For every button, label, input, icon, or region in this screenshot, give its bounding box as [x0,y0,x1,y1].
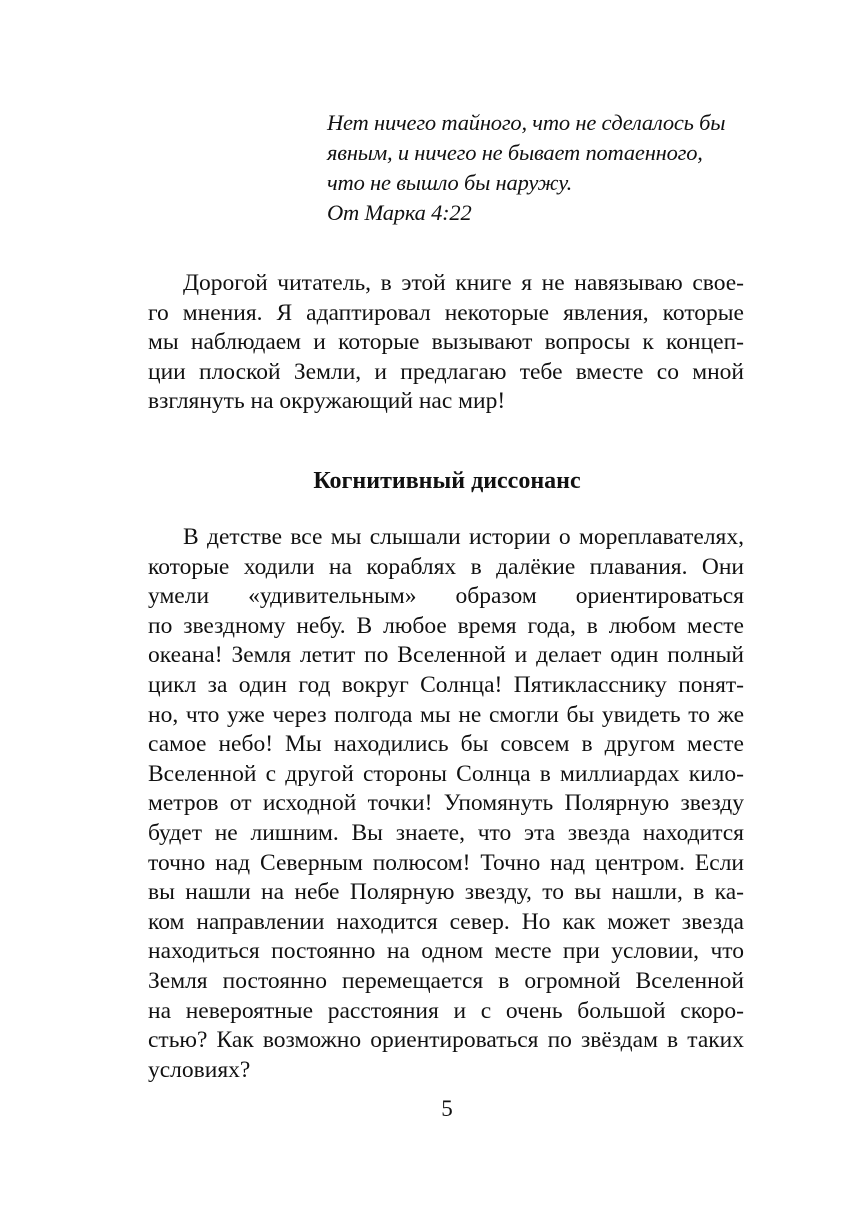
epigraph-line: Нет ничего тайного, что не сделалось бы [327,110,726,135]
text-line: ком направлении находится север. Но как может звезда [148,908,744,935]
text-line: Земля постоянно перемещается в огромной Вселенной [148,967,744,994]
text-line: стью? Как возможно ориентироваться по звёздам в таких [148,1027,744,1054]
text-line: умели «удивительным» образом ориентироваться [148,583,744,610]
text-line: но, что уже через полгода мы не смогли бы увидеть то же [148,701,744,728]
text-line: го мнения. Я адаптировал некоторые явления, которые [148,299,744,326]
section-title: Когнитивный диссонанс [313,468,581,494]
text-line: на невероятные расстояния и с очень большой скоро- [148,997,744,1024]
text-line: будет не лишним. Вы знаете, что эта звезда находится [148,819,744,846]
text-line: по звездному небу. В любое время года, в любом месте [148,612,744,639]
text-line: которые ходили на кораблях в далёкие плавания. Они [148,553,744,580]
section-paragraph [148,523,744,1085]
text-line: метров от исходной точки! Упомянуть Полярную звезду [148,790,744,817]
text-line: точно над Северным полюсом! Точно над центром. Если [148,849,744,876]
text-line: условиях? [148,1056,251,1083]
epigraph-line: явным, и ничего не бывает потаенного, [327,140,703,165]
epigraph [327,108,767,228]
epigraph-line: что не вышло бы наружу. [327,170,573,195]
text-line: взглянуть на окружающий нас мир! [148,388,506,415]
intro-paragraph [148,269,744,417]
text-line: Дорогой читатель, в этой книге я не навязываю свое- [183,270,744,296]
text-line: Вселенной с другой стороны Солнца в миллиардах кило- [148,760,744,787]
text-line: самое небо! Мы находились бы совсем в другом месте [148,731,744,758]
text-line: цикл за один год вокруг Солнца! Пятикласснику понят- [148,671,744,698]
epigraph-source: От Марка 4:22 [327,200,472,225]
text-line: В детстве все мы слышали истории о мореплавателях, [183,524,744,550]
text-line: находиться постоянно на одном месте при условии, что [148,938,744,965]
text-line: ции плоской Земли, и предлагаю тебе вместе со мной [148,358,744,385]
text-line: океана! Земля летит по Вселенной и делает один полный [148,642,744,669]
page-number: 5 [441,1096,453,1121]
text-line: вы нашли на небе Полярную звезду, то вы нашли, в ка- [148,879,744,906]
text-line: мы наблюдаем и которые вызывают вопросы к концеп- [148,329,744,356]
